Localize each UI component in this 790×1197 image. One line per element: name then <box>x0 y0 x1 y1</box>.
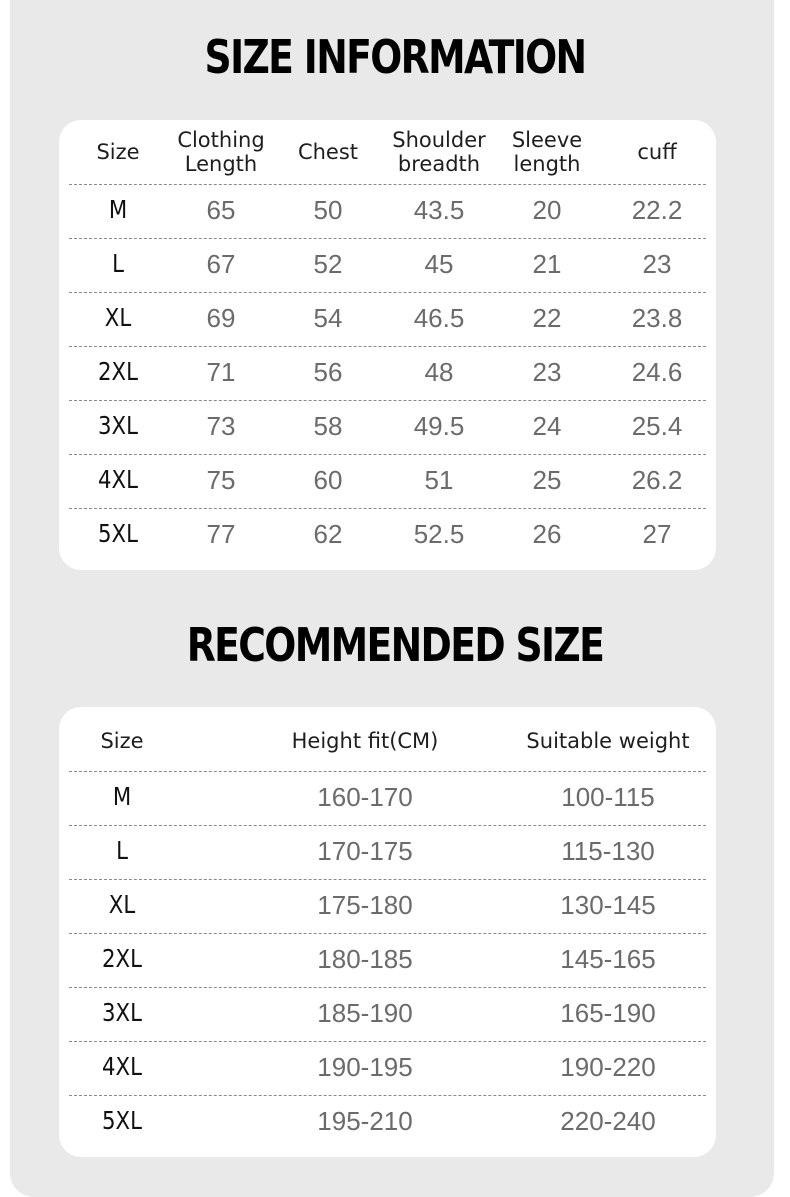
table-header <box>59 707 716 771</box>
table-cell: 190-195 <box>317 1052 413 1082</box>
table-cell: 48 <box>424 357 454 387</box>
table-row <box>69 771 706 826</box>
header-cell: Size <box>96 140 140 164</box>
table-cell: 165-190 <box>560 998 656 1028</box>
size-label: 3XL <box>102 998 142 1027</box>
table-cell: 220-240 <box>560 1106 656 1136</box>
table-cell: 49.5 <box>413 411 465 441</box>
size-label: 4XL <box>98 465 138 494</box>
table-cell: 190-220 <box>560 1052 656 1082</box>
table-cell: 45 <box>424 249 454 279</box>
table-cell: 185-190 <box>317 998 413 1028</box>
table-cell: 62 <box>313 519 343 549</box>
table-row <box>69 184 706 239</box>
table-cell: 71 <box>206 357 236 387</box>
size-label: 4XL <box>102 1052 142 1081</box>
header-cell: Sleeve length <box>511 128 583 176</box>
size-label: 2XL <box>98 357 138 386</box>
table-cell: 26.2 <box>631 465 683 495</box>
table-cell: 170-175 <box>317 836 413 866</box>
table-cell: 73 <box>206 411 236 441</box>
table-cell: 180-185 <box>317 944 413 974</box>
size-label: XL <box>104 303 132 332</box>
table-cell: 58 <box>313 411 343 441</box>
table-cell: 24 <box>532 411 562 441</box>
table-cell: 25 <box>532 465 562 495</box>
size-label: 2XL <box>102 944 142 973</box>
table-cell: 25.4 <box>631 411 683 441</box>
size-label: 3XL <box>98 411 138 440</box>
table-row <box>69 454 706 509</box>
table-cell: 56 <box>313 357 343 387</box>
table-cell: 175-180 <box>317 890 413 920</box>
table-cell: 26 <box>532 519 562 549</box>
table-cell: 43.5 <box>413 195 465 225</box>
table-cell: 69 <box>206 303 236 333</box>
table-cell: 52 <box>313 249 343 279</box>
table-cell: 50 <box>313 195 343 225</box>
header-cell: cuff <box>637 140 677 164</box>
table-cell: 23.8 <box>631 303 683 333</box>
size-information-table <box>59 120 716 570</box>
table-row <box>69 292 706 347</box>
table-row <box>69 1095 706 1150</box>
table-cell: 195-210 <box>317 1106 413 1136</box>
table-cell: 100-115 <box>561 782 655 812</box>
table-row <box>69 879 706 934</box>
table-cell: 75 <box>206 465 236 495</box>
table-cell: 20 <box>532 195 562 225</box>
table-cell: 77 <box>206 519 236 549</box>
recommended-size-title: RECOMMENDED SIZE <box>186 618 604 672</box>
size-label: XL <box>108 890 136 919</box>
table-cell: 145-165 <box>560 944 656 974</box>
table-cell: 160-170 <box>317 782 413 812</box>
header-cell: Suitable weight <box>526 729 690 753</box>
table-cell: 65 <box>206 195 236 225</box>
header-cell: Chest <box>297 140 359 164</box>
recommended-size-table <box>59 707 716 1157</box>
table-cell: 22.2 <box>631 195 683 225</box>
table-cell: 60 <box>313 465 343 495</box>
table-row <box>69 508 706 563</box>
table-row <box>69 346 706 401</box>
table-row <box>69 825 706 880</box>
table-row <box>69 1041 706 1096</box>
table-cell: 24.6 <box>631 357 683 387</box>
table-cell: 46.5 <box>413 303 465 333</box>
size-label: L <box>116 836 128 865</box>
table-row <box>69 400 706 455</box>
table-cell: 52.5 <box>413 519 465 549</box>
table-header <box>59 120 716 184</box>
header-cell: Shoulder breadth <box>392 128 486 176</box>
size-label: M <box>108 195 128 224</box>
table-row <box>69 933 706 988</box>
header-cell: Height fit(CM) <box>291 729 439 753</box>
size-label: L <box>112 249 124 278</box>
size-label: 5XL <box>98 519 138 548</box>
table-cell: 21 <box>532 249 562 279</box>
header-cell: Size <box>100 729 144 753</box>
table-cell: 67 <box>206 249 236 279</box>
table-cell: 27 <box>642 519 672 549</box>
table-row <box>69 987 706 1042</box>
table-cell: 115-130 <box>561 836 655 866</box>
table-cell: 23 <box>642 249 672 279</box>
size-information-title: SIZE INFORMATION <box>204 30 586 84</box>
table-cell: 22 <box>532 303 562 333</box>
header-cell: Clothing Length <box>177 128 265 176</box>
size-label: M <box>112 782 132 811</box>
table-cell: 51 <box>424 465 454 495</box>
table-cell: 130-145 <box>560 890 656 920</box>
table-row <box>69 238 706 293</box>
table-cell: 23 <box>532 357 562 387</box>
size-label: 5XL <box>102 1106 142 1135</box>
table-cell: 54 <box>313 303 343 333</box>
